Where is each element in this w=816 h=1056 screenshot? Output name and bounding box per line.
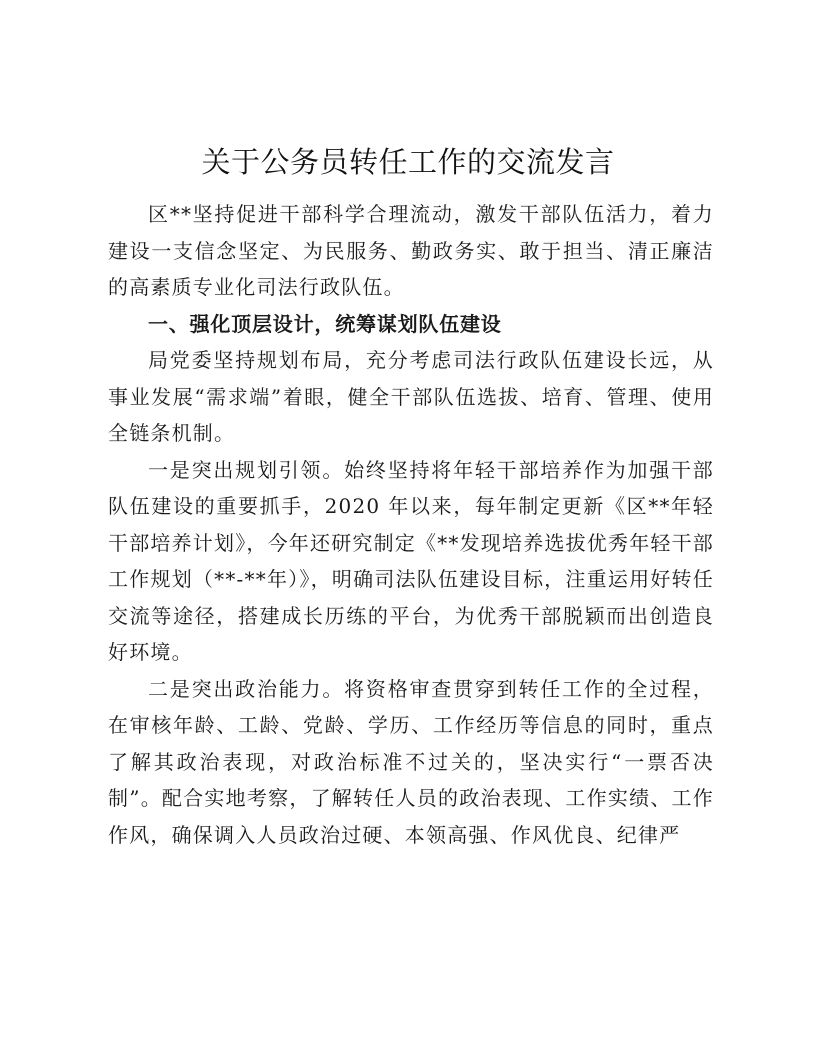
political-paragraph: 二是突出政治能力。将资格审查贯穿到转任工作的全过程，在审核年龄、工龄、党龄、学历、工作经历等信息的同时，重点了解其政治表现，对政治标准不过关的，坚决实行“一票否决制”。配合实地考察，了解转任人员的政治表现、工作实绩、工作作风，确保调入人员政治过硬、本领高强、作风优良、纪律严 bbox=[108, 676, 714, 847]
section-heading: 一、强化顶层设计，统筹谋划队伍建设 bbox=[148, 311, 502, 336]
planning-paragraph: 一是突出规划引领。始终坚持将年轻干部培养作为加强干部队伍建设的重要抓手，2020 年以来，每年制定更新《区**年轻干部培养计划》，今年还研究制定《**发现培养选拔优秀年轻干部工作规划（**-**年）》，明确司法队伍建设目标，注重运用好转任交流等途径，搭建成长历练的平台，为优秀干部脱颖而出创造良好环境。 bbox=[108, 457, 714, 664]
document-body bbox=[108, 196, 714, 853]
document-title: 关于公务员转任工作的交流发言 bbox=[201, 145, 615, 179]
intro-paragraph: 区**坚持促进干部科学合理流动，激发干部队伍活力，着力建设一支信念坚定、为民服务、勤政务实、敢于担当、清正廉洁的高素质专业化司法行政队伍。 bbox=[108, 202, 714, 299]
section-paragraph: 局党委坚持规划布局，充分考虑司法行政队伍建设长远，从事业发展“需求端”着眼，健全干部队伍选拔、培育、管理、使用全链条机制。 bbox=[108, 348, 714, 445]
